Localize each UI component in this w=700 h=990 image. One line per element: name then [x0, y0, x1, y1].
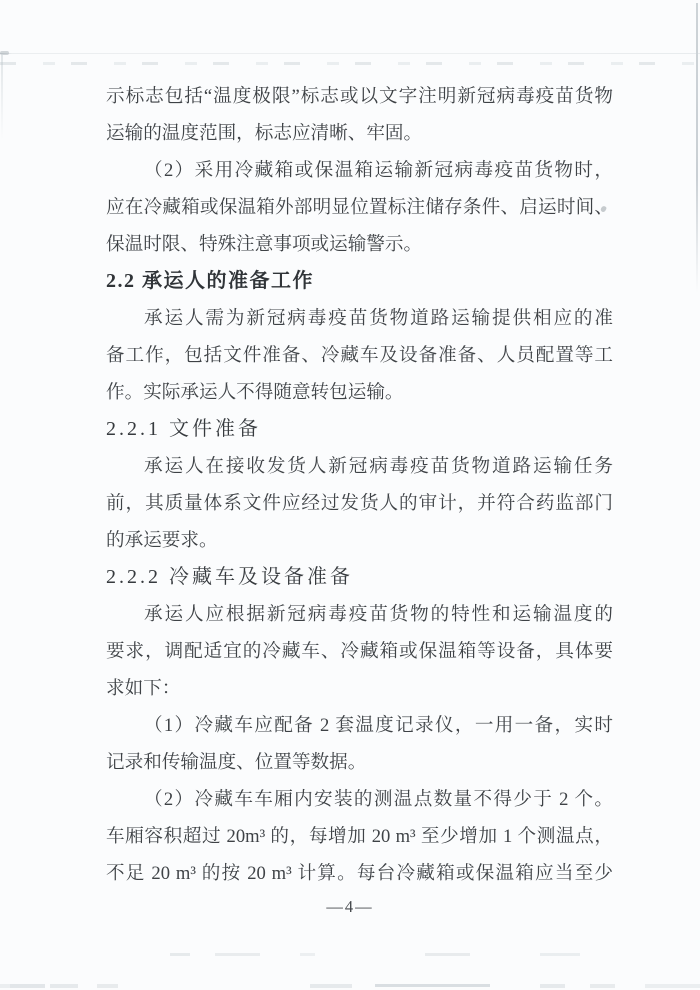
body-line: （2）冷藏车车厢内安装的测温点数量不得少于 2 个。	[144, 789, 613, 810]
body-line: 应在冷藏箱或保温箱外部明显位置标注储存条件、启运时间、	[106, 197, 613, 218]
body-line: 承运人需为新冠病毒疫苗货物道路运输提供相应的准	[144, 308, 613, 329]
body-line: 作。实际承运人不得随意转包运输。	[106, 382, 404, 403]
section-heading: 2.2 承运人的准备工作	[106, 270, 314, 292]
body-line: 不足 20 m³ 的按 20 m³ 计算。每台冷藏箱或保温箱应当至少	[106, 863, 613, 884]
body-line: 的承运要求。	[106, 530, 218, 551]
scan-right-edge-artifact	[696, 3, 698, 293]
scan-smudge-dash	[375, 984, 490, 987]
body-line: 记录和传输温度、位置等数据。	[106, 752, 367, 773]
body-line: 运输的温度范围，标志应清晰、牢固。	[106, 123, 423, 144]
subsection-heading: 2.2.1 文件准备	[106, 418, 261, 440]
body-line: 保温时限、特殊注意事项或运输警示。	[106, 234, 423, 255]
body-line: 要求，调配适宜的冷藏车、冷藏箱或保温箱等设备，具体要	[106, 641, 613, 662]
body-line: （1）冷藏车应配备 2 套温度记录仪，一用一备，实时	[144, 715, 613, 736]
body-line: 承运人在接收发货人新冠病毒疫苗货物道路运输任务	[144, 456, 613, 477]
body-line: 示标志包括“温度极限”标志或以文字注明新冠病毒疫苗货物	[106, 86, 613, 107]
body-line: 备工作，包括文件准备、冷藏车及设备准备、人员配置等工	[106, 345, 613, 366]
body-line: 车厢容积超过 20m³ 的，每增加 20 m³ 至少增加 1 个测温点，	[106, 826, 613, 847]
scan-smudge-row-top	[0, 62, 700, 65]
body-line: 前，其质量体系文件应经过发货人的审计，并符合药监部门	[106, 493, 613, 514]
body-line: （2）采用冷藏箱或保温箱运输新冠病毒疫苗货物时，	[144, 160, 613, 181]
scan-smudge-row-bottom-1	[0, 953, 700, 956]
body-line: 承运人应根据新冠病毒疫苗货物的特性和运输温度的	[144, 604, 613, 625]
body-line: 求如下：	[106, 678, 181, 699]
scan-smudge-row-bottom-2	[0, 984, 700, 988]
scan-fold-line	[0, 53, 700, 54]
scan-left-edge-artifact	[1, 55, 3, 140]
page-number: —4—	[326, 897, 374, 916]
subsection-heading: 2.2.2 冷藏车及设备准备	[106, 566, 353, 588]
document-body	[106, 78, 613, 892]
